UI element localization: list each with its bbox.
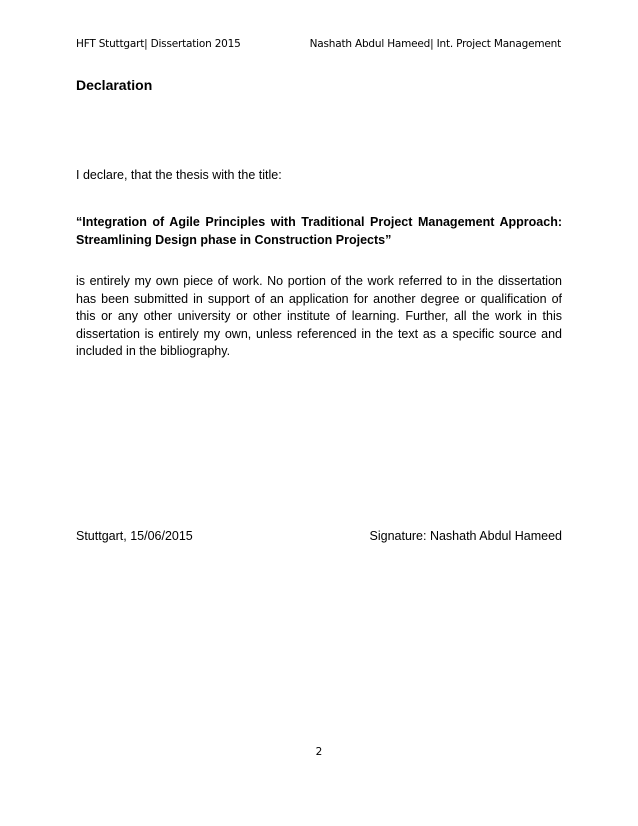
header-left-text: HFT Stuttgart| Dissertation 2015 [76, 38, 241, 50]
declaration-statement: is entirely my own piece of work. No portion of the work referred to in the dissertation has been submitted in support of an application for another degree or qualification of this or any other university or other institute of learning. Further, all the work in this dissertation is entirely my own, unless referenced in the text as a specific source and included in the bibliography. [76, 274, 562, 358]
header-right-text: Nashath Abdul Hameed| Int. Project Management [309, 38, 561, 50]
page-title: Declaration [76, 77, 153, 93]
signature-line: Signature: Nashath Abdul Hameed [369, 529, 562, 543]
page-number: 2 [315, 746, 323, 758]
place-date: Stuttgart, 15/06/2015 [76, 529, 193, 543]
thesis-title: “Integration of Agile Principles with Traditional Project Management Approach: Streamlining Design phase in Construction Projects” [76, 215, 562, 247]
declaration-intro: I declare, that the thesis with the title: [76, 168, 282, 182]
